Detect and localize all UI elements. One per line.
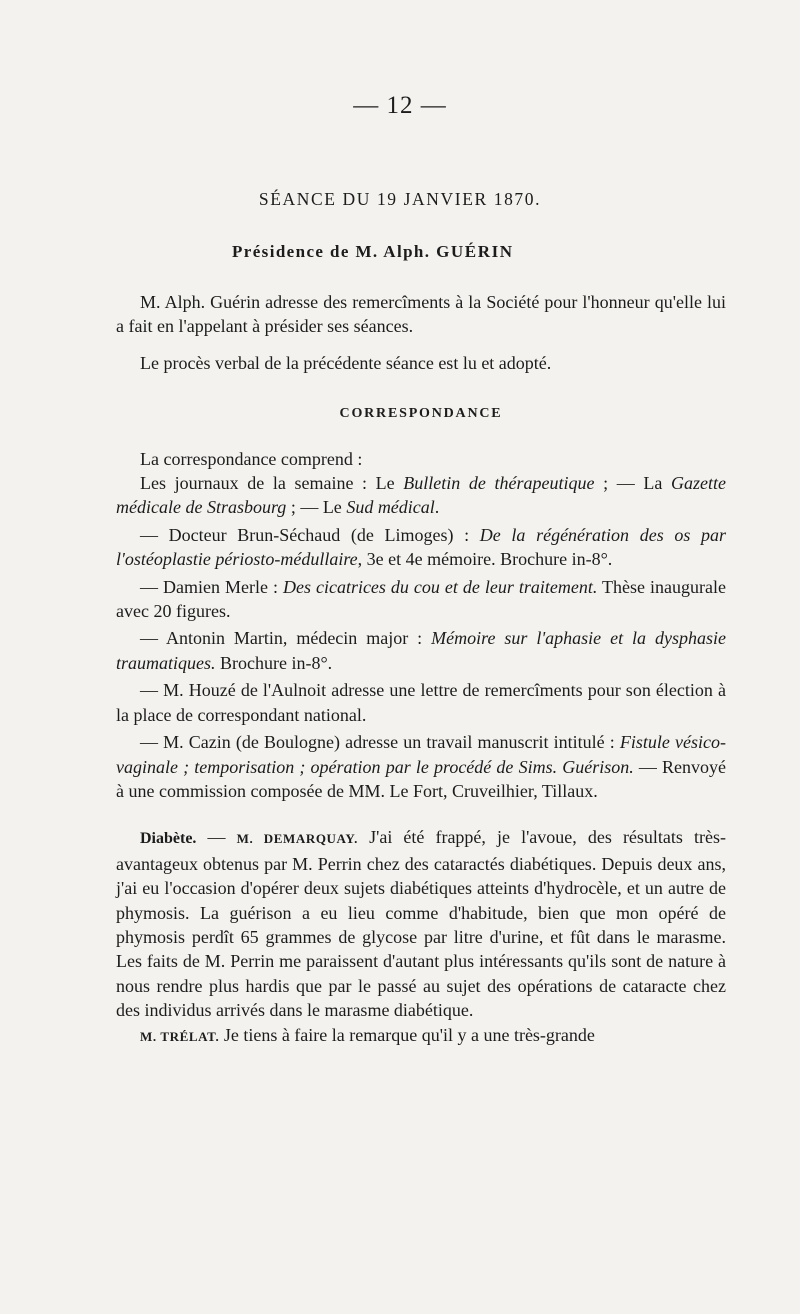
martin-entry: — Antonin Martin, médecin major : Mémoire sur l'aphasie et la dysphasie traumatiques. Brochure in-8°. (116, 628, 726, 673)
intro-paragraph: M. Alph. Guérin adresse des remercîments à la Société pour l'honneur qu'elle lui a fait en l'appelant à présider ses séances. (116, 292, 726, 337)
proces-verbal-paragraph: Le procès verbal de la précédente séance est lu et adopté. (140, 352, 552, 373)
president-name: GUÉRIN (436, 242, 514, 261)
speaker-demarquay: M. DEMARQUAY. (236, 831, 358, 847)
journaux-entry: Les journaux de la semaine : Le Bulletin de thérapeutique ; — La Gazette médicale de Strasbourg ; — Le Sud médical. (116, 473, 726, 518)
houze-entry: — M. Houzé de l'Aulnoit adresse une lettre de remercîments pour son élection à la place de correspondant national. (116, 680, 726, 725)
page-number: — 12 — (353, 92, 447, 119)
diabete-paragraph: Diabète. — M. DEMARQUAY. J'ai été frappé, je l'avoue, des résultats très-avantageux obtenus par M. Perrin chez des cataractés diabétiques. Depuis deux ans, j'ai eu l'occasion d'opérer deux sujets diabétiques atteints d'hydrocèle, et un autre de phymosis. La guérison a eu lieu comme d'habitude, bien que mon opéré de phymosis perdît 65 grammes de glycose par litre d'urine, et fût dans le marasme. Les faits de M. Perrin me paraissent d'autant plus intéressants qu'ils sont de nature à nous rendre plus hardis que par le passé au sujet des opérations de cataracte chez des individus arrivés dans le marasme diabétique. (116, 827, 726, 1021)
merle-entry: — Damien Merle : Des cicatrices du cou et de leur traitement. Thèse inaugurale avec 20 figures. (116, 576, 726, 622)
presidence-prefix: Présidence de M. Alph. (232, 242, 437, 261)
seance-title: SÉANCE DU 19 JANVIER 1870. (258, 189, 542, 209)
body-text (116, 290, 726, 1049)
diabete-label: Diabète. (140, 830, 197, 848)
trelat-paragraph: M. TRÉLAT. Je tiens à faire la remarque qu'il y a une très-grande (140, 1024, 595, 1045)
correspondance-lead: La correspondance comprend : (140, 448, 363, 469)
correspondance-heading: CORRESPONDANCE (339, 406, 503, 422)
cazin-entry: — M. Cazin (de Boulogne) adresse un travail manuscrit intitulé : Fistule vésico-vaginale ; temporisation ; opération par le procédé de Sims. Guérison. — Renvoyé à une commission composée de MM. Le Fort, Cruveilhier, Tillaux. (116, 732, 726, 801)
presidence-line (232, 242, 514, 262)
speaker-trelat: M. TRÉLAT. (140, 1028, 220, 1044)
brun-sechaud-entry: — Docteur Brun-Séchaud (de Limoges) : De la régénération des os par l'ostéoplastie périosto-médullaire, 3e et 4e mémoire. Brochure in-8°. (116, 524, 726, 570)
